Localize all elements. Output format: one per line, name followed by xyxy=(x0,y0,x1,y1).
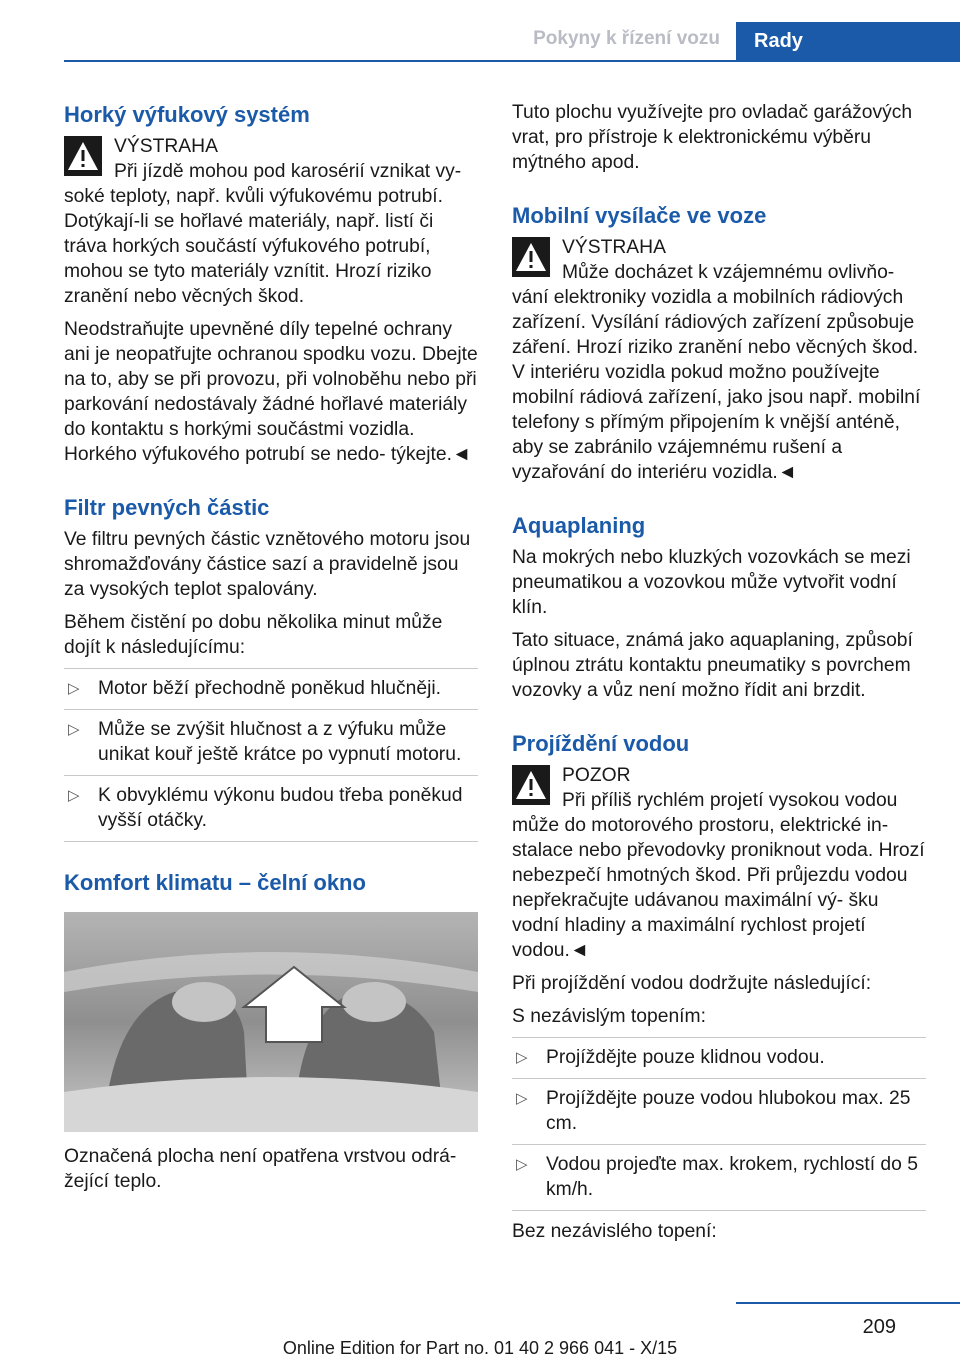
section-title-water-crossing: Projíždění vodou xyxy=(512,731,690,756)
warning-text-first: Při jízdě mohou pod karosérií vznikat vy‐ xyxy=(114,161,462,182)
footer-rule xyxy=(736,1302,960,1304)
warning-text-rest: může do motorového prostoru, elektrické in‐ stalace nebo převodovky proniknout voda. Hrozí nebezpečí hmotných škod. Při průjezdu vodou nepřekračujte udávanou maximální vý‐ šku vodní hladiny a maximální rychlost projetí vodou.◄ xyxy=(512,815,925,961)
section-title-windscreen: Komfort klimatu – čelní okno xyxy=(64,870,366,895)
bullet-icon: ▷ xyxy=(516,1156,528,1173)
bullet-icon: ▷ xyxy=(516,1090,528,1107)
list-item: ▷ K obvyklému výkonu budou třeba poněkud vyšší otáčky. xyxy=(64,776,478,842)
warning-text-first: Při příliš rychlém projetí vysokou vodou xyxy=(562,790,898,811)
bullet-list xyxy=(512,1037,926,1211)
warning-triangle-icon xyxy=(64,136,102,176)
windscreen-figure xyxy=(64,912,478,1132)
bullet-icon: ▷ xyxy=(68,787,80,804)
paragraph: Během čistění po dobu několika minut může dojít k následujícímu: xyxy=(64,612,443,658)
section-title-aquaplaning: Aquaplaning xyxy=(512,513,646,538)
paragraph: Tato situace, známá jako aquaplaning, způsobí úplnou ztrátu kontaktu pneumatiky s povrchem vozovky a vůz není možno řídit ani brzdit. xyxy=(512,630,913,701)
left-column xyxy=(64,100,478,1202)
paragraph: Neodstraňujte upevněné díly tepelné ochrany ani je neopatřujte ochranou spodku vozu. Dbejte na to, aby se při provozu, při volnoběhu nebo při parkování nedostávaly žádné hořlavé materiály do kontaktu s horkými součástmi vozidla. Horkého výfukového potrubí se nedo‐ týkejte.◄ xyxy=(64,319,478,465)
warning-label: VÝSTRAHA xyxy=(562,237,666,258)
section-title-particle-filter: Filtr pevných částic xyxy=(64,495,270,520)
bullet-icon: ▷ xyxy=(516,1049,528,1066)
warning-triangle-icon xyxy=(512,237,550,277)
paragraph: Bez nezávislého topení: xyxy=(512,1221,717,1242)
paragraph: Tuto plochu využívejte pro ovladač garážových vrat, pro přístroje k elektronickému výběru mýtného apod. xyxy=(512,102,913,173)
warning-text-rest: soké teploty, např. kvůli výfukovému potrubí. Dotýkají-li se hořlavé materiály, např. listí či tráva horkých součástí výfukového potrubí, mohou se tyto materiály vznítit. Hrozí riziko zranění nebo věcných škod. xyxy=(64,186,444,307)
list-item: ▷ Projíždějte pouze klidnou vodou. xyxy=(512,1038,926,1079)
list-item: ▷ Vodou projeďte max. krokem, rychlostí do 5 km/h. xyxy=(512,1145,926,1211)
warning-text-rest: vání elektroniky vozidla a mobilních rádiových zařízení. Vysílání rádiových zařízení způsobuje záření. Hrozí riziko zranění nebo věcných škod. V interiéru vozidla pokud možno používejte mobilní rádiová zařízení, jako jsou např. mobilní telefony s přímým připojením k vnější anténě, aby se zabránilo vzájemnému rušení a vyzařování do interiéru vozidla.◄ xyxy=(512,287,921,483)
bullet-icon: ▷ xyxy=(68,721,80,738)
warning-label: POZOR xyxy=(562,765,631,786)
footer-edition: Online Edition for Part no. 01 40 2 966 041 - X/15 xyxy=(282,1338,678,1358)
page-number: 209 xyxy=(862,1316,896,1338)
list-item: ▷ Projíždějte pouze vodou hlubokou max. 25 cm. xyxy=(512,1079,926,1145)
warning-mobile xyxy=(512,235,926,485)
section-title-exhaust: Horký výfukový systém xyxy=(64,102,310,127)
warning-triangle-icon xyxy=(512,765,550,805)
warning-label: VÝSTRAHA xyxy=(114,136,218,157)
header-tab: Rady xyxy=(736,22,960,62)
paragraph: S nezávislým topením: xyxy=(512,1006,706,1027)
paragraph: Ve filtru pevných částic vznětového motoru jsou shromažďovány částice sazí a pravidelně jsou za vysokých teplot spalovány. xyxy=(64,529,471,600)
warning-text-first: Může docházet k vzájemnému ovlivňo‐ xyxy=(562,262,895,283)
paragraph: Na mokrých nebo kluzkých vozovkách se mezi pneumatikou a vozovkou může vytvořit vodní klín. xyxy=(512,547,911,618)
paragraph: Při projíždění vodou dodržujte následující: xyxy=(512,973,872,994)
warning-water xyxy=(512,763,926,963)
warning-exhaust xyxy=(64,134,478,309)
list-item: ▷ Může se zvýšit hlučnost a z výfuku může unikat kouř ještě krátce po vypnutí motoru. xyxy=(64,710,478,776)
section-title-mobile-transmitters: Mobilní vysílače ve voze xyxy=(512,203,767,228)
list-item: ▷ Motor běží přechodně poněkud hlučněji. xyxy=(64,669,478,710)
figure-caption: Označená plocha není opatřena vrstvou odrá‐ žející teplo. xyxy=(64,1146,457,1192)
bullet-list xyxy=(64,668,478,842)
right-column xyxy=(512,100,926,1252)
bullet-icon: ▷ xyxy=(68,680,80,697)
header-chapter: Pokyny k řízení vozu xyxy=(533,28,720,49)
